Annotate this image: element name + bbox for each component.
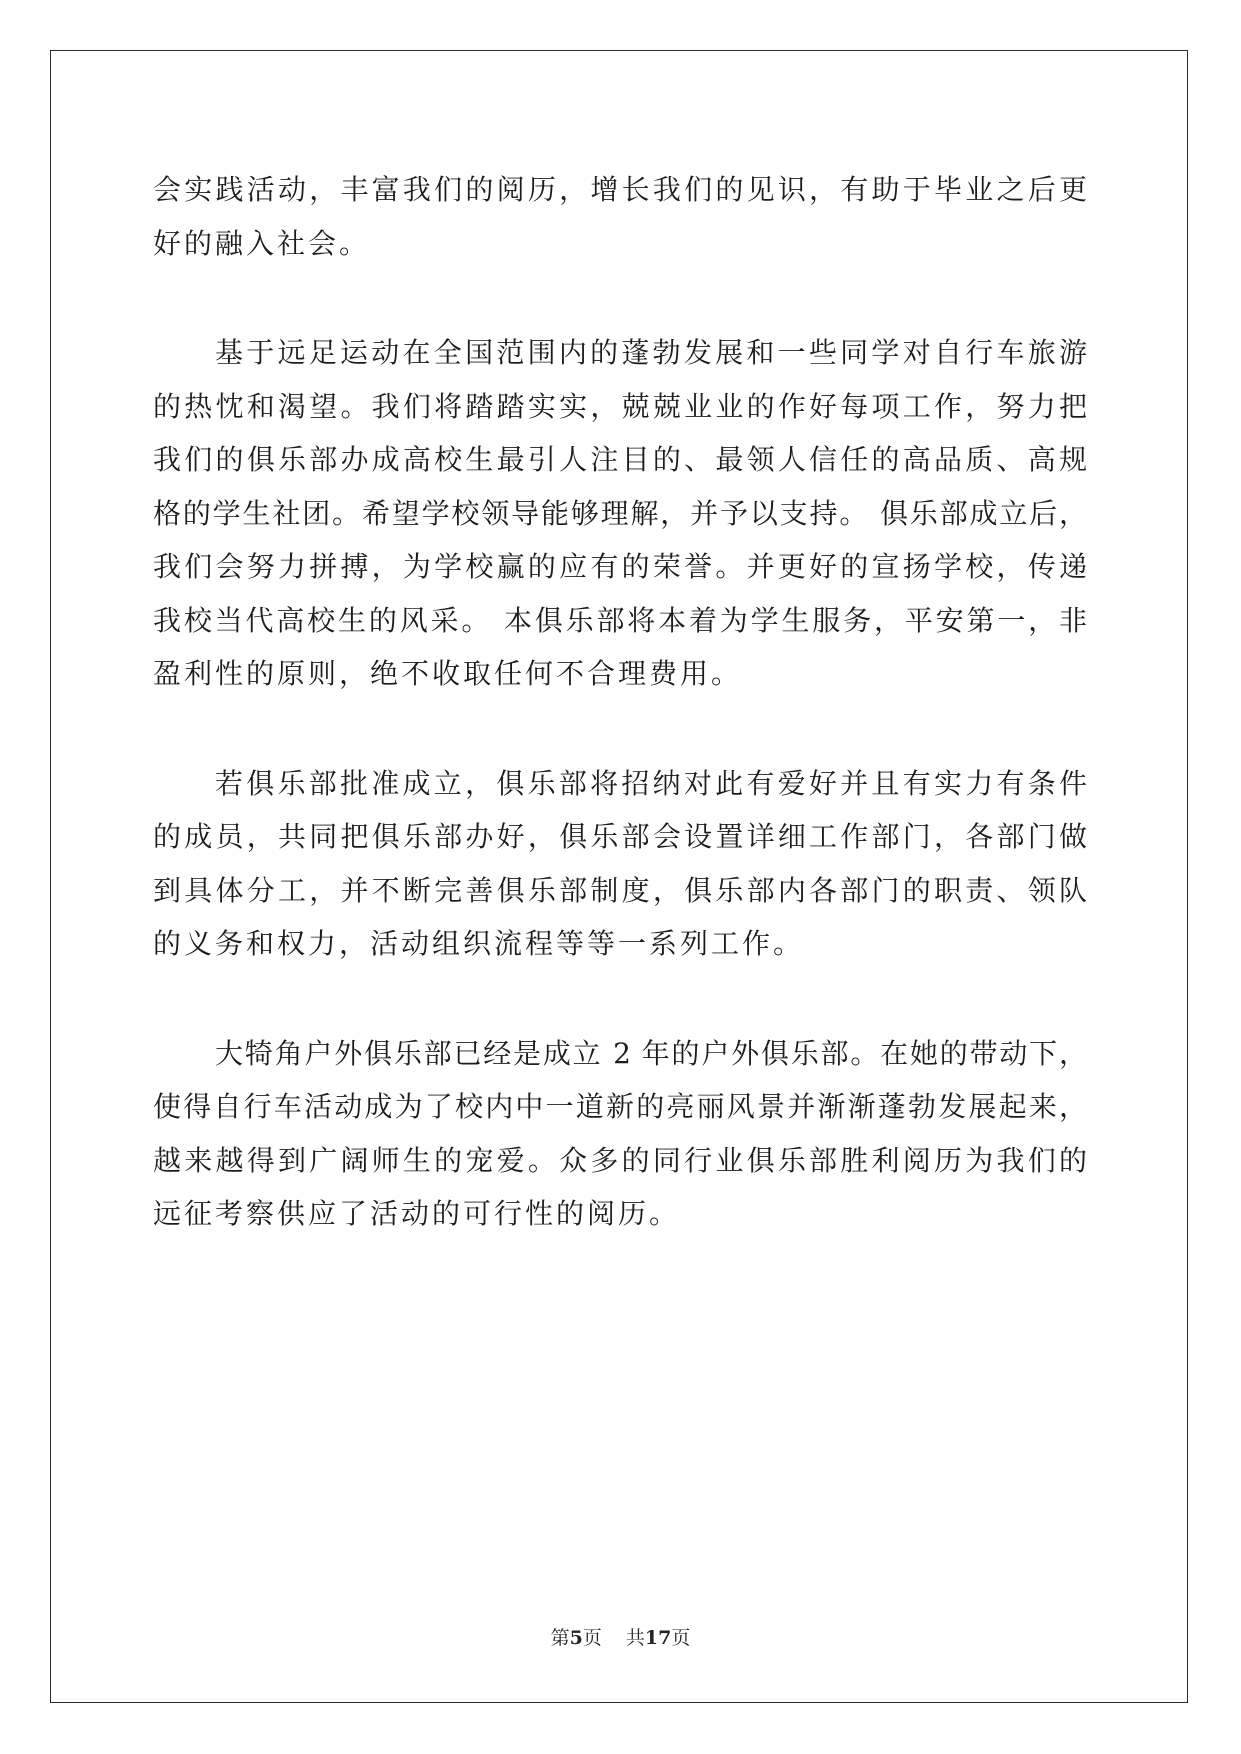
text-line: 格的学生社团。希望学校领导能够理解，并予以支持。 俱乐部成立后， [153, 496, 1087, 530]
paragraph [153, 163, 1087, 270]
body-text [153, 163, 1087, 1297]
page-number: 5 [569, 1627, 583, 1649]
page-suffix: 页 [582, 1627, 602, 1649]
total-suffix: 页 [671, 1627, 691, 1649]
text-line: 使得自行车活动成为了校内中一道新的亮丽风景并渐渐蓬勃发展起来， [153, 1090, 1087, 1123]
text-line: 好的融入社会。 [153, 226, 371, 260]
text-line: 大犄角户外俱乐部已经是成立 2 年的户外俱乐部。在她的带动下， [215, 1036, 1087, 1070]
text-line: 越来越得到广阔师生的宠爱。众多的同行业俱乐部胜利阅历为我们的 [153, 1143, 1087, 1177]
paragraph [153, 1027, 1087, 1241]
text-line: 基于远足运动在全国范围内的蓬勃发展和一些同学对自行车旅游 [215, 336, 1087, 369]
text-line: 远征考察供应了活动的可行性的阅历。 [153, 1197, 681, 1230]
text-line: 的热忱和渴望。我们将踏踏实实，兢兢业业的作好每项工作，努力把 [153, 389, 1087, 423]
text-line: 若俱乐部批准成立，俱乐部将招纳对此有爱好并且有实力有条件 [215, 766, 1087, 800]
total-pages: 17 [644, 1627, 672, 1649]
text-line: 我校当代高校生的风采。 本俱乐部将本着为学生服务，平安第一，非 [153, 603, 1087, 637]
text-line: 的义务和权力，活动组织流程等等一系列工作。 [153, 927, 805, 960]
paragraph [153, 326, 1087, 701]
total-prefix: 共 [625, 1627, 645, 1649]
text-line: 会实践活动，丰富我们的阅历，增长我们的见识，有助于毕业之后更 [153, 173, 1087, 206]
text-line: 我们的俱乐部办成高校生最引人注目的、最领人信任的高品质、高规 [153, 443, 1087, 476]
text-line: 的成员，共同把俱乐部办好，俱乐部会设置详细工作部门，各部门做 [153, 820, 1087, 853]
page-prefix: 第 [550, 1627, 570, 1649]
text-line: 到具体分工，并不断完善俱乐部制度，俱乐部内各部门的职责、领队 [153, 873, 1087, 907]
text-line: 盈利性的原则，绝不收取任何不合理费用。 [153, 657, 743, 690]
text-line: 我们会努力拼搏，为学校赢的应有的荣誉。并更好的宣扬学校，传递 [153, 550, 1087, 583]
page-footer [0, 1624, 1241, 1652]
paragraph [153, 757, 1087, 971]
